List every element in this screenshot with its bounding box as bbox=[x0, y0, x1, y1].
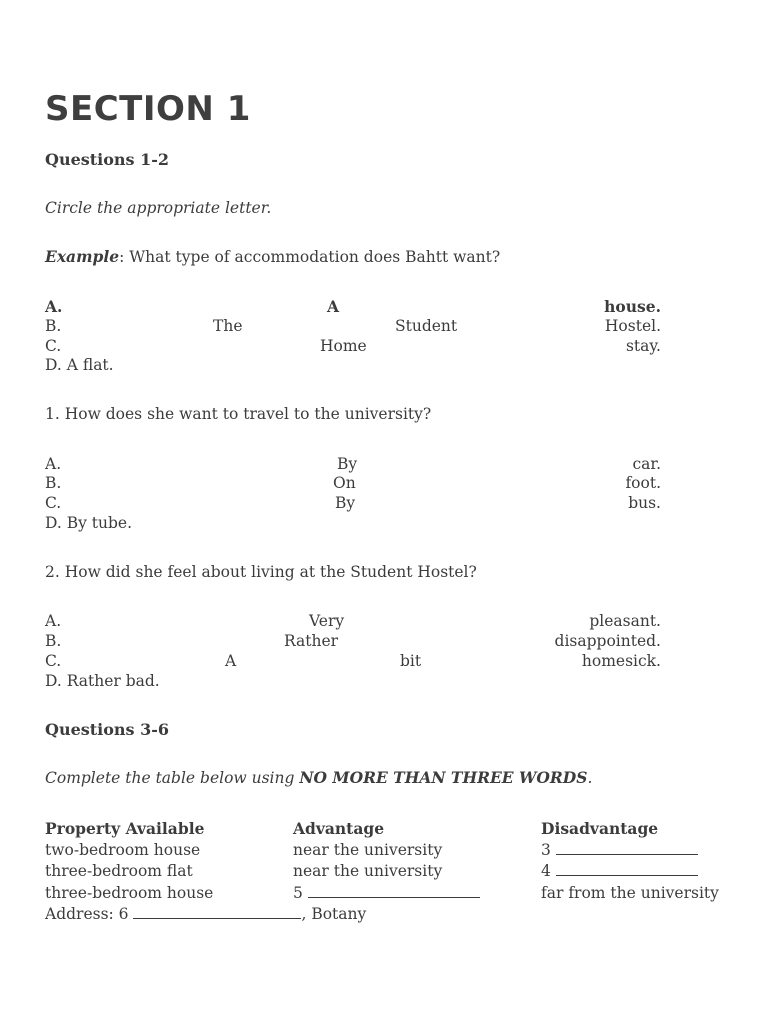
table-cell: 5 bbox=[293, 883, 480, 905]
instruction-circle: Circle the appropriate letter. bbox=[45, 199, 272, 217]
table-cell: 3 bbox=[541, 840, 719, 862]
table-cell: three-bedroom house bbox=[45, 883, 214, 902]
table-cell: far from the university bbox=[541, 883, 719, 902]
answer-blank-5[interactable] bbox=[308, 883, 480, 898]
table-cell: near the university bbox=[293, 862, 443, 880]
table-cell: 4 bbox=[541, 861, 719, 883]
header-advantage: Advantage bbox=[293, 819, 385, 838]
example-question bbox=[45, 247, 500, 266]
example-option-a[interactable]: A. A house. bbox=[45, 297, 661, 316]
example-option-d[interactable]: D. A flat. bbox=[45, 356, 114, 374]
instruction-complete-table: Complete the table below using NO MORE THAN THREE WORDS. bbox=[45, 768, 593, 787]
q2-option-b[interactable]: B. Rather disappointed. bbox=[45, 632, 661, 650]
header-property: Property Available bbox=[45, 819, 205, 838]
questions-3-6-heading: Questions 3-6 bbox=[45, 720, 170, 739]
example-option-c[interactable]: C. Home stay. bbox=[45, 337, 661, 355]
q1-option-d[interactable]: D. By tube. bbox=[45, 514, 133, 532]
question-1: 1. How does she want to travel to the university? bbox=[45, 405, 432, 423]
answer-blank-4[interactable] bbox=[556, 861, 698, 876]
q1-option-b[interactable]: B. On foot. bbox=[45, 474, 661, 492]
q1-option-c[interactable]: C. By bus. bbox=[45, 494, 661, 512]
q2-option-d[interactable]: D. Rather bad. bbox=[45, 672, 160, 690]
example-question-text: : What type of accommodation does Bahtt want? bbox=[119, 248, 501, 266]
question-2: 2. How did she feel about living at the Student Hostel? bbox=[45, 563, 477, 581]
table-cell: three-bedroom flat bbox=[45, 862, 193, 880]
questions-1-2-heading: Questions 1-2 bbox=[45, 150, 170, 169]
example-option-b[interactable]: B. The Student Hostel. bbox=[45, 317, 661, 335]
address-line: Address: 6 , Botany bbox=[45, 905, 367, 923]
table-cell: two-bedroom house bbox=[45, 840, 201, 859]
table-cell: near the university bbox=[293, 840, 443, 859]
answer-blank-6[interactable] bbox=[133, 904, 301, 919]
header-disadvantage: Disadvantage bbox=[541, 819, 659, 838]
example-label: Example bbox=[45, 247, 120, 266]
q1-option-a[interactable]: A. By car. bbox=[45, 455, 661, 473]
section-title: SECTION 1 bbox=[45, 89, 251, 129]
answer-blank-3[interactable] bbox=[556, 840, 698, 855]
table-col-advantage bbox=[293, 818, 480, 904]
q2-option-a[interactable]: A. Very pleasant. bbox=[45, 612, 661, 630]
table-col-disadvantage bbox=[541, 818, 719, 904]
q2-option-c[interactable]: C. A bit homesick. bbox=[45, 652, 661, 670]
